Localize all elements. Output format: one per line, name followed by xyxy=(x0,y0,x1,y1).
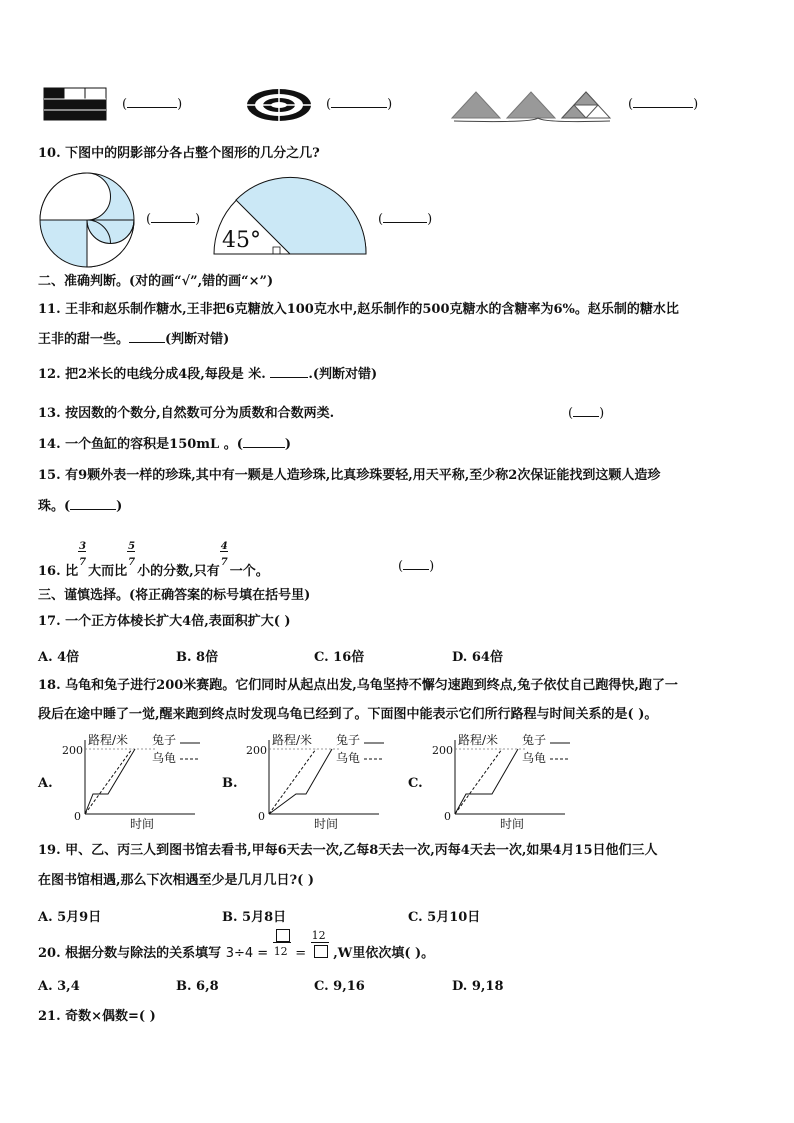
question-13: 13. 按因数的个数分,自然数可分为质数和合数两类. xyxy=(38,406,335,421)
q19-option-c[interactable]: C. 5月10日 xyxy=(408,910,481,925)
turtle-line xyxy=(269,749,316,814)
fraction-5-7: $\frac{5}{7}$ xyxy=(128,541,136,568)
y-tick-200: 200 xyxy=(62,744,83,757)
legend-turtle-label: 乌龟 xyxy=(336,751,361,765)
graph-c xyxy=(430,732,610,832)
q20-option-c[interactable]: C. 9,16 xyxy=(314,979,365,994)
q17-option-d[interactable]: D. 64倍 xyxy=(452,650,503,665)
answer-blank-q12[interactable] xyxy=(270,377,308,378)
origin-label: 0 xyxy=(444,810,451,823)
answer-blank-q16[interactable]: ( ) xyxy=(398,559,435,574)
graph-b xyxy=(244,732,424,832)
q20-option-d[interactable]: D. 9,18 xyxy=(452,979,504,994)
question-18-line2: 段后在途中睡了一觉,醒来跑到终点时发现乌龟已经到了。下面图中能表示它们所行路程与时间关系的是( )。 xyxy=(38,707,658,722)
legend-rabbit-label: 兔子 xyxy=(522,733,547,747)
section-2-title: 二、准确判断。(对的画“√”,错的画“×”) xyxy=(38,274,274,289)
turtle-line xyxy=(455,749,502,814)
question-10: 10. 下图中的阴影部分各占整个图形的几分之几? xyxy=(38,146,320,161)
section-3-title: 三、谨慎选择。(将正确答案的标号填在括号里) xyxy=(38,588,311,603)
empty-box xyxy=(276,929,290,942)
answer-blank-q11[interactable] xyxy=(129,342,165,343)
y-tick-200: 200 xyxy=(432,744,453,757)
question-20: 20. 根据分数与除法的关系填写 3÷4 = 12 = 12 ,W里依次填( )。 xyxy=(38,929,435,961)
question-11-line1: 11. 王非和赵乐制作糖水,王非把6克糖放入100克水中,赵乐制作的500克糖水的含糖率为6%。赵乐制的糖水比 xyxy=(38,302,679,317)
y-axis-label: 路程/米 xyxy=(458,733,499,747)
q20-option-b[interactable]: B. 6,8 xyxy=(176,979,219,994)
empty-box xyxy=(314,945,328,958)
legend-rabbit-label: 兔子 xyxy=(152,733,177,747)
legend-turtle-label: 乌龟 xyxy=(152,751,177,765)
question-15-line1: 15. 有9颗外表一样的珍珠,其中有一颗是人造珍珠,比真珍珠要轻,用天平称,至少称2次保证能找到这颗人造珍 xyxy=(38,468,661,483)
x-axis-label: 时间 xyxy=(500,817,525,831)
x-axis-label: 时间 xyxy=(314,817,339,831)
question-21: 21. 奇数×偶数=( ) xyxy=(38,1009,156,1024)
answer-blank-q10b[interactable]: ( ) xyxy=(378,212,433,227)
y-axis-label: 路程/米 xyxy=(88,733,129,747)
circle-swirl-figure xyxy=(39,172,135,268)
y-tick-200: 200 xyxy=(246,744,267,757)
q18-option-b[interactable]: B. xyxy=(222,776,238,791)
graphB-svg xyxy=(244,732,424,832)
q18-option-c[interactable]: C. xyxy=(408,776,423,791)
answer-blank-q14[interactable] xyxy=(243,447,285,448)
question-11-line2: 王非的甜一些。 (判断对错) xyxy=(38,332,230,347)
q19-option-b[interactable]: B. 5月8日 xyxy=(222,910,287,925)
fraction-12-box: 12 xyxy=(311,941,329,957)
question-15-line2: 珠。( ) xyxy=(38,499,123,514)
q20-option-a[interactable]: A. 3,4 xyxy=(38,979,80,994)
turtle-line xyxy=(85,749,132,814)
answer-blank-3[interactable]: ( ) xyxy=(628,97,699,112)
q17-option-c[interactable]: C. 16倍 xyxy=(314,650,365,665)
question-19-line1: 19. 甲、乙、丙三人到图书馆去看书,甲每6天去一次,乙每8天去一次,丙每4天去一次,如果4月15日他们三人 xyxy=(38,843,658,858)
origin-label: 0 xyxy=(258,810,265,823)
q17-option-a[interactable]: A. 4倍 xyxy=(38,650,80,665)
fraction-box-12: 12 xyxy=(273,941,291,957)
q17-option-b[interactable]: B. 8倍 xyxy=(176,650,219,665)
graphA-svg xyxy=(60,732,240,832)
rabbit-line xyxy=(455,749,518,814)
graph-a xyxy=(60,732,240,832)
grid-figure xyxy=(44,88,106,120)
origin-label: 0 xyxy=(74,810,81,823)
answer-blank-q13[interactable]: ( ) xyxy=(568,406,605,421)
y-axis-label: 路程/米 xyxy=(272,733,313,747)
answer-blank-1[interactable]: ( ) xyxy=(122,97,183,112)
fraction-3-7: $\frac{3}{7}$ xyxy=(79,541,87,568)
answer-blank-q15[interactable] xyxy=(70,509,116,510)
q19-option-a[interactable]: A. 5月9日 xyxy=(38,910,102,925)
angle-label: 45° xyxy=(222,228,261,253)
question-16: 16. 比 $\frac{3}{7}$ 大而比 $\frac{5}{7}$ 小的分数,只有 $\frac{4}{7}$ 一个。 xyxy=(38,541,269,579)
x-axis-label: 时间 xyxy=(130,817,155,831)
legend-turtle-label: 乌龟 xyxy=(522,751,547,765)
question-14: 14. 一个鱼缸的容积是150mL 。( ) xyxy=(38,437,292,452)
answer-blank-2[interactable]: ( ) xyxy=(326,97,393,112)
legend-rabbit-label: 兔子 xyxy=(336,733,361,747)
target-figure xyxy=(246,88,312,122)
q18-option-a[interactable]: A. xyxy=(38,776,53,791)
question-17: 17. 一个正方体棱长扩大4倍,表面积扩大( ) xyxy=(38,614,291,629)
fraction-4-7: $\frac{4}{7}$ xyxy=(220,541,228,568)
question-19-line2: 在图书馆相遇,那么下次相遇至少是几月几日?( ) xyxy=(38,873,314,888)
answer-blank-q10a[interactable]: ( ) xyxy=(146,212,201,227)
rabbit-line xyxy=(269,749,332,814)
graphC-svg xyxy=(430,732,610,832)
triangles-figure xyxy=(452,90,612,122)
question-12: 12. 把2米长的电线分成4段,每段是 米. .(判断对错) xyxy=(38,367,378,382)
question-18-line1: 18. 乌龟和兔子进行200米赛跑。它们同时从起点出发,乌龟坚持不懈匀速跑到终点,兔子依仗自己跑得快,跑了一 xyxy=(38,678,678,693)
